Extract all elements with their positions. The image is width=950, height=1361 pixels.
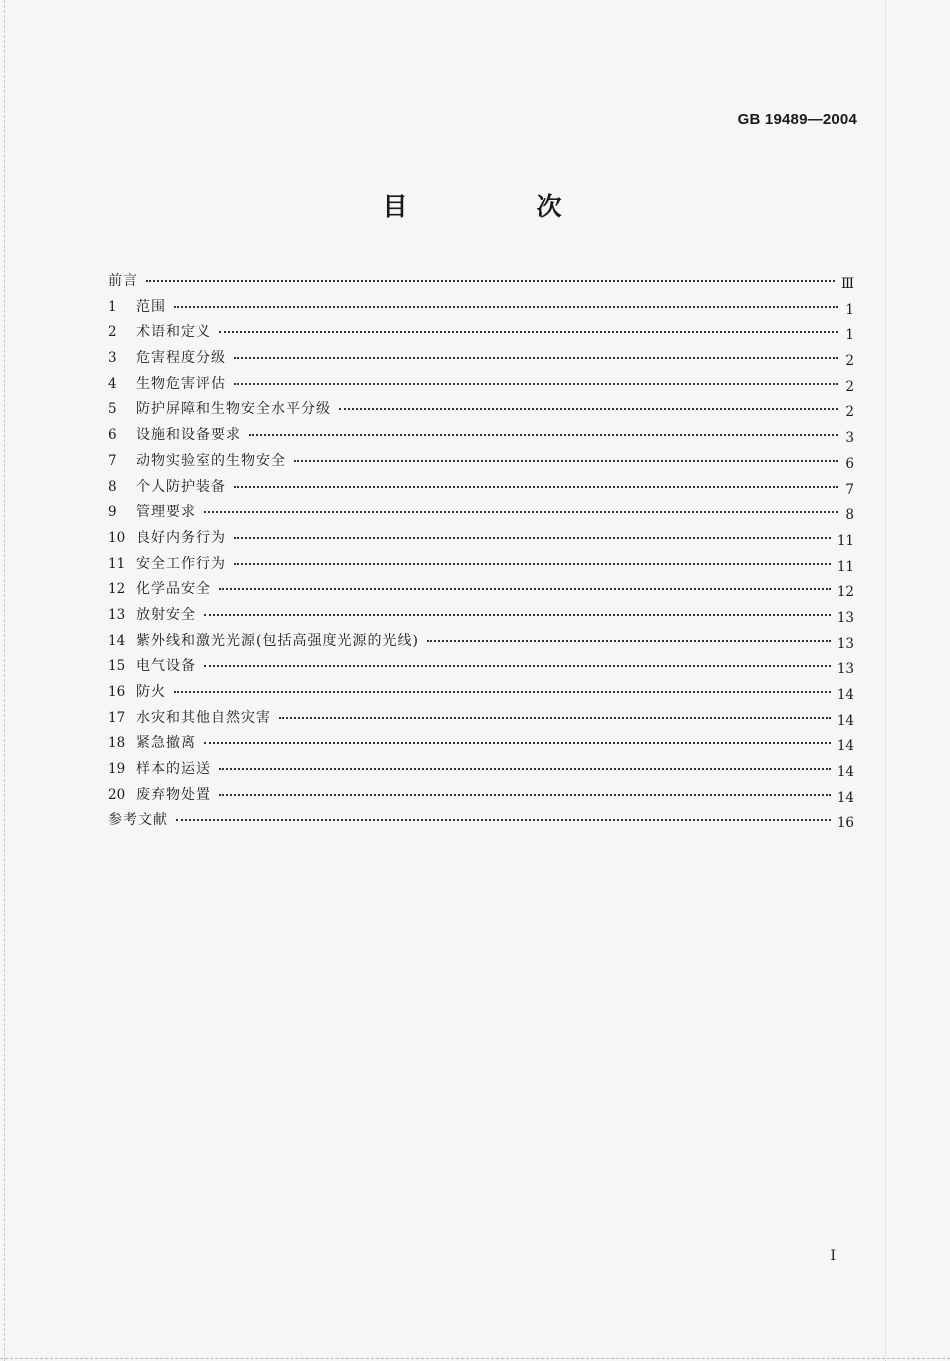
toc-entry[interactable] — [108, 296, 854, 322]
toc-entry-page: 13 — [836, 609, 854, 626]
toc-entry[interactable] — [108, 450, 854, 476]
toc-entry-number: 1 — [108, 298, 117, 315]
toc-entry[interactable] — [108, 424, 854, 450]
toc-entry-page: 6 — [845, 455, 854, 472]
toc-dot-leader — [234, 563, 831, 565]
toc-entry-number: 20 — [108, 786, 126, 803]
toc-entry-page: 16 — [836, 815, 854, 832]
toc-entry[interactable] — [108, 553, 854, 579]
toc-entry-title: 防护屏障和生物安全水平分级 — [136, 401, 331, 418]
toc-dot-leader — [174, 691, 831, 693]
toc-entry-page: 2 — [845, 404, 854, 421]
toc-entry-title: 管理要求 — [136, 504, 196, 521]
toc-entry-title: 废弃物处置 — [136, 786, 211, 803]
toc-entry-page: 1 — [845, 327, 854, 344]
toc-entry[interactable] — [108, 321, 854, 347]
toc-dot-leader — [219, 768, 831, 770]
toc-dot-leader — [234, 357, 838, 359]
toc-dot-leader — [234, 383, 838, 385]
toc-dot-leader — [176, 819, 831, 821]
toc-entry-number: 12 — [108, 581, 126, 598]
toc-entry-title: 安全工作行为 — [136, 555, 226, 572]
toc-entry-page: 2 — [845, 353, 854, 370]
toc-dot-leader — [204, 614, 831, 616]
page-number: I — [830, 1248, 836, 1264]
toc-entry-page: 14 — [836, 712, 854, 729]
toc-dot-leader — [339, 408, 838, 410]
toc-entry[interactable] — [108, 707, 854, 733]
toc-entry-number: 11 — [108, 555, 126, 572]
standard-code: GB 19489—2004 — [737, 111, 857, 128]
toc-entry-page: 8 — [845, 507, 854, 524]
toc-entry[interactable] — [108, 270, 854, 296]
toc-dot-leader — [174, 306, 838, 308]
toc-dot-leader — [234, 486, 838, 488]
toc-entry-page: 12 — [836, 584, 854, 601]
toc-entry-number: 8 — [108, 478, 117, 495]
toc-entry-number: 14 — [108, 632, 126, 649]
toc-dot-leader — [219, 588, 831, 590]
toc-entry-page: 11 — [836, 532, 854, 549]
toc-entry-number: 10 — [108, 529, 126, 546]
toc-entry[interactable] — [108, 809, 854, 835]
toc-entry-title: 电气设备 — [136, 658, 196, 675]
toc-entry-page: 11 — [836, 558, 854, 575]
toc-entry-title: 放射安全 — [136, 606, 196, 623]
toc-entry-number: 9 — [108, 504, 117, 521]
toc-entry-title: 化学品安全 — [136, 581, 211, 598]
toc-entry-title: 样本的运送 — [136, 761, 211, 778]
toc-entry-page: Ⅲ — [840, 276, 854, 292]
toc-entry-page: 3 — [845, 430, 854, 447]
toc-entry-number: 17 — [108, 709, 126, 726]
toc-dot-leader — [279, 717, 831, 719]
toc-entry-number: 18 — [108, 735, 126, 752]
toc-entry-page: 2 — [845, 378, 854, 395]
toc-entry-title: 动物实验室的生物安全 — [136, 452, 286, 469]
toc-entry-title: 生物危害评估 — [136, 375, 226, 392]
toc-entry-number: 3 — [108, 350, 117, 367]
toc-entry[interactable] — [108, 655, 854, 681]
toc-entry[interactable] — [108, 527, 854, 553]
toc-entry-number: 5 — [108, 401, 117, 418]
toc-entry-page: 14 — [836, 764, 854, 781]
toc-dot-leader — [204, 742, 831, 744]
toc-entry-page: 1 — [845, 301, 854, 318]
toc-entry[interactable] — [108, 373, 854, 399]
toc-entry-page: 13 — [836, 661, 854, 678]
toc-entry[interactable] — [108, 578, 854, 604]
toc-entry-page: 14 — [836, 687, 854, 703]
toc-entry-title: 危害程度分级 — [136, 350, 226, 367]
toc-entry-title: 良好内务行为 — [136, 529, 226, 546]
table-of-contents — [108, 270, 854, 835]
toc-entry[interactable] — [108, 347, 854, 373]
toc-entry[interactable] — [108, 681, 854, 707]
toc-entry-number: 13 — [108, 606, 126, 623]
toc-entry[interactable] — [108, 501, 854, 527]
toc-dot-leader — [294, 460, 838, 462]
toc-entry-title: 防火 — [136, 684, 166, 700]
toc-dot-leader — [427, 640, 831, 642]
toc-entry-number: 2 — [108, 324, 117, 341]
toc-entry-page: 14 — [836, 789, 854, 806]
toc-entry[interactable] — [108, 604, 854, 630]
page-title: 目 次 — [382, 192, 614, 221]
toc-entry-number: 4 — [108, 375, 117, 392]
scan-edge-bottom — [0, 1358, 950, 1359]
toc-dot-leader — [204, 511, 838, 513]
toc-entry-number: 15 — [108, 658, 126, 675]
toc-dot-leader — [146, 280, 835, 282]
toc-entry-title: 术语和定义 — [136, 324, 211, 341]
toc-entry-title: 参考文献 — [108, 812, 168, 829]
toc-dot-leader — [219, 794, 831, 796]
toc-entry-page: 7 — [845, 481, 854, 498]
toc-entry[interactable] — [108, 732, 854, 758]
toc-entry-number: 19 — [108, 761, 126, 778]
toc-entry[interactable] — [108, 784, 854, 810]
toc-dot-leader — [249, 434, 838, 436]
toc-entry-title: 紧急撤离 — [136, 735, 196, 752]
toc-entry[interactable] — [108, 630, 854, 656]
toc-entry-title: 范围 — [136, 298, 166, 315]
toc-entry-page: 14 — [836, 738, 854, 755]
toc-dot-leader — [234, 537, 831, 539]
toc-entry-title: 设施和设备要求 — [136, 427, 241, 444]
toc-entry-page: 13 — [836, 635, 854, 652]
toc-dot-leader — [219, 331, 838, 333]
toc-entry-number: 6 — [108, 427, 117, 444]
toc-entry[interactable] — [108, 758, 854, 784]
toc-entry-number: 7 — [108, 452, 117, 469]
toc-entry-title: 个人防护装备 — [136, 478, 226, 495]
toc-entry-number: 16 — [108, 684, 126, 700]
toc-entry[interactable] — [108, 398, 854, 424]
toc-entry[interactable] — [108, 476, 854, 502]
toc-dot-leader — [204, 665, 831, 667]
toc-entry-title: 水灾和其他自然灾害 — [136, 709, 271, 726]
toc-entry-title: 紫外线和激光光源(包括高强度光源的光线) — [136, 632, 419, 649]
toc-entry-title: 前言 — [108, 273, 138, 289]
